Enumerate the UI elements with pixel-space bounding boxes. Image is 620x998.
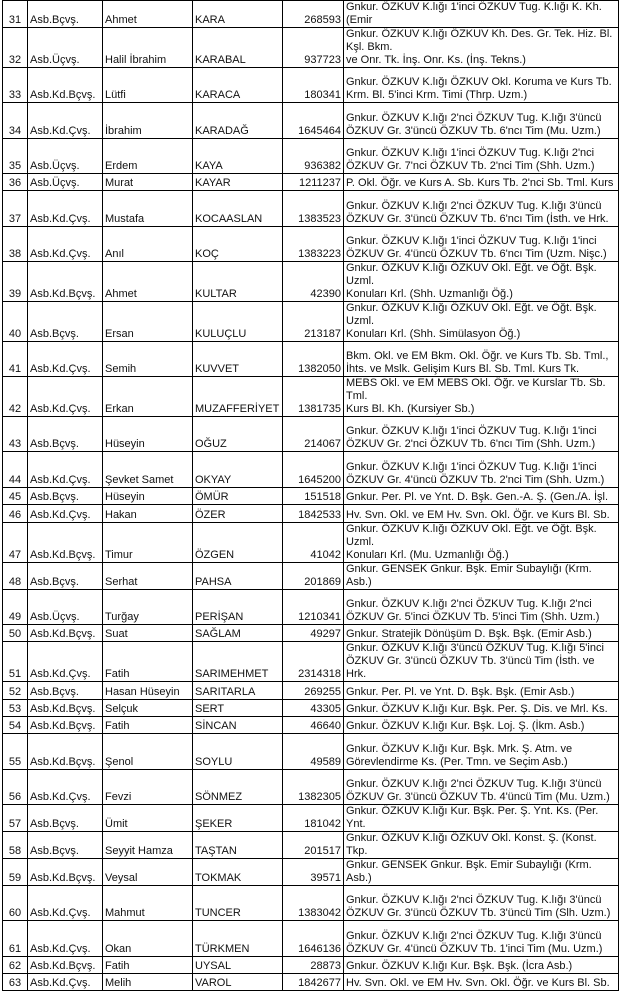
id-number-cell: 201869 — [283, 562, 344, 589]
last-name-cell: KUVVET — [193, 341, 283, 376]
unit-line: Görevlendirme Ks. (Per. Tmn. ve Seçim Asb.) — [346, 755, 568, 768]
row-number: 50 — [3, 624, 28, 641]
id-number-cell: 41042 — [283, 522, 344, 562]
rank-cell: Asb.Kd.Çvş. — [28, 642, 103, 682]
first-name-cell: Hüseyin — [103, 417, 193, 452]
last-name-cell: KARABAL — [193, 28, 283, 68]
row-number: 54 — [3, 717, 28, 734]
rank-cell: Asb.Kd.Çvş. — [28, 886, 103, 921]
row-number: 53 — [3, 699, 28, 716]
unit-line: Gnkur. ÖZKUV K.lığı 1'inci ÖZKUV Tug. K.lığı 1'inci — [346, 460, 597, 473]
unit-line: Gnkur. ÖZKUV K.lığı Kur. Bşk. Mrk. Ş. Atm. ve — [346, 742, 573, 755]
unit-cell — [344, 734, 619, 769]
rank-cell: Asb.Üçvş. — [28, 28, 103, 68]
last-name-cell: TOKMAK — [193, 859, 283, 886]
rank-cell: Asb.Kd.Bçvş. — [28, 717, 103, 734]
rank-cell: Asb.Bçvş. — [28, 682, 103, 699]
first-name-cell: Hüseyin — [103, 487, 193, 504]
unit-line: Gnkur. ÖZKUV K.lığı 2'nci ÖZKUV Tug. K.lığı 3'üncü — [346, 199, 602, 212]
unit-cell — [344, 562, 619, 589]
id-number-cell: 1383223 — [283, 226, 344, 261]
unit-cell — [344, 301, 619, 341]
unit-line: Gnkur. Stratejik Dönüşüm D. Bşk. Bşk. (Emir Asb.) — [346, 628, 592, 641]
unit-line: Gnkur. ÖZKUV K.lığı 2'nci ÖZKUV Tug. K.lığı 3'üncü — [346, 929, 602, 942]
unit-line: Gnkur. ÖZKUV K.lığı ÖZKUV Okl. Konst. Ş. (Konst. Tkp. — [346, 832, 597, 857]
row-number: 42 — [3, 377, 28, 417]
last-name-cell: KULTAR — [193, 261, 283, 301]
first-name-cell: Hakan — [103, 505, 193, 522]
rank-cell: Asb.Kd.Çvş. — [28, 769, 103, 804]
table-row — [3, 28, 619, 68]
unit-cell — [344, 805, 619, 832]
unit-line: Gnkur. ÖZKUV K.lığı 3'üncü ÖZKUV Tug. K.lığı 5'inci — [346, 642, 604, 655]
id-number-cell: 269255 — [283, 682, 344, 699]
table-row — [3, 562, 619, 589]
first-name-cell: Şevket Samet — [103, 452, 193, 487]
unit-cell — [344, 522, 619, 562]
unit-line: Hv. Svn. Okl. ve EM Hv. Svn. Okl. Öğr. ve Kurs Bl. Sb. — [346, 977, 610, 990]
last-name-cell: KULUÇLU — [193, 301, 283, 341]
unit-line: ÖZKUV Gr. 3'üncü ÖZKUV Tb. 6'ncı Tim (İsth. ve Hrk. — [346, 212, 609, 225]
unit-line: ÖZKUV Gr. 7'nci ÖZKUV Tb. 2'nci Tim (Shh. Uzm.) — [346, 159, 595, 172]
unit-cell — [344, 769, 619, 804]
unit-line: Gnkur. GENSEK Gnkur. Bşk. Emir Subaylığı (Krm. Asb.) — [346, 562, 592, 588]
unit-line: Gnkur. ÖZKUV K.lığı Kur. Bşk. Bşk. (İcra Asb.) — [346, 959, 573, 972]
row-number: 45 — [3, 487, 28, 504]
first-name-cell: Seyyit Hamza — [103, 832, 193, 859]
personnel-table — [2, 0, 619, 991]
unit-cell — [344, 859, 619, 886]
id-number-cell: 49589 — [283, 734, 344, 769]
unit-line: Gnkur. ÖZKUV K.lığı 2'nci ÖZKUV Tug. K.lığı 2'nci — [346, 597, 592, 610]
last-name-cell: KOÇ — [193, 226, 283, 261]
unit-line: ÖZKUV Gr. 4'üncü ÖZKUV Tb. 2'nci Tim (Shh. Uzm.) — [346, 473, 605, 486]
unit-line: P. Okl. Öğr. ve Kurs A. Sb. Kurs Tb. 2'nci Sb. Tml. Kurs — [346, 177, 614, 190]
first-name-cell: Ahmet — [103, 1, 193, 28]
unit-cell — [344, 505, 619, 522]
table-row — [3, 805, 619, 832]
last-name-cell: SARIMEHMET — [193, 642, 283, 682]
table-row — [3, 699, 619, 716]
table-row — [3, 589, 619, 624]
row-number: 49 — [3, 589, 28, 624]
unit-line: Gnkur. ÖZKUV K.lığı ÖZKUV Okl. Eğt. ve Öğt. Bşk. Uzml. — [346, 301, 597, 327]
unit-line: Gnkur. Per. Pl. ve Ynt. D. Bşk. Bşk. (Emir Asb.) — [346, 685, 575, 698]
unit-cell — [344, 832, 619, 859]
table-row — [3, 682, 619, 699]
unit-cell — [344, 973, 619, 990]
row-number: 52 — [3, 682, 28, 699]
unit-line: Gnkur. ÖZKUV K.lığı Kur. Bşk. Loj. Ş. (İkm. Asb.) — [346, 720, 585, 733]
id-number-cell: 1842533 — [283, 505, 344, 522]
last-name-cell: KOCAASLAN — [193, 191, 283, 226]
unit-cell — [344, 191, 619, 226]
table-row — [3, 734, 619, 769]
first-name-cell: Ersan — [103, 301, 193, 341]
first-name-cell: Okan — [103, 921, 193, 956]
table-row — [3, 642, 619, 682]
unit-line: Krm. Bl. 5'inci Krm. Timi (Thrp. Uzm.) — [346, 89, 528, 102]
id-number-cell: 1382305 — [283, 769, 344, 804]
rank-cell: Asb.Bçvş. — [28, 417, 103, 452]
table-row — [3, 832, 619, 859]
rank-cell: Asb.Kd.Bçvş. — [28, 956, 103, 973]
table-row — [3, 886, 619, 921]
id-number-cell: 1383042 — [283, 886, 344, 921]
table-row — [3, 261, 619, 301]
first-name-cell: Erdem — [103, 138, 193, 173]
row-number: 38 — [3, 226, 28, 261]
rank-cell: Asb.Kd.Çvş. — [28, 921, 103, 956]
unit-line: Gnkur. ÖZKUV K.lığı 2'nci ÖZKUV Tug. K.lığı 3'üncü — [346, 778, 602, 790]
row-number: 48 — [3, 562, 28, 589]
first-name-cell: Serhat — [103, 562, 193, 589]
last-name-cell: KARACA — [193, 68, 283, 103]
row-number: 34 — [3, 103, 28, 138]
first-name-cell: Timur — [103, 522, 193, 562]
unit-line: Gnkur. ÖZKUV K.lığı ÖZKUV Kh. Des. Gr. Tek. Hiz. Bl. Kşl. Bkm. — [346, 28, 613, 53]
table-row — [3, 191, 619, 226]
id-number-cell: 181042 — [283, 805, 344, 832]
first-name-cell: Veysal — [103, 859, 193, 886]
id-number-cell: 1211237 — [283, 173, 344, 190]
table-row — [3, 921, 619, 956]
first-name-cell: Fatih — [103, 956, 193, 973]
rank-cell: Asb.Üçvş. — [28, 589, 103, 624]
row-number: 44 — [3, 452, 28, 487]
first-name-cell: Melih — [103, 973, 193, 990]
unit-line: ÖZKUV Gr. 4'üncü ÖZKUV Tb. 1'inci Tim (Mu. Uzm.) — [346, 942, 603, 955]
row-number: 61 — [3, 921, 28, 956]
unit-cell — [344, 956, 619, 973]
table-row — [3, 956, 619, 973]
table-row — [3, 301, 619, 341]
table-row — [3, 138, 619, 173]
last-name-cell: PERİŞAN — [193, 589, 283, 624]
row-number: 46 — [3, 505, 28, 522]
unit-line: Gnkur. ÖZKUV K.lığı 2'nci ÖZKUV Tug. K.lığı 3'üncü — [346, 111, 602, 124]
rank-cell: Asb.Kd.Çvş. — [28, 103, 103, 138]
unit-line: Gnkur. ÖZKUV K.lığı 1'inci ÖZKUV Tug. K.lığı 2'nci — [346, 146, 595, 159]
rank-cell: Asb.Üçvş. — [28, 138, 103, 173]
rank-cell: Asb.Kd.Bçvş. — [28, 68, 103, 103]
row-number: 32 — [3, 28, 28, 68]
unit-line: MEBS Okl. ve EM MEBS Okl. Öğr. ve Kurslar Tb. Sb. Tml. — [346, 377, 606, 403]
last-name-cell: PAHSA — [193, 562, 283, 589]
unit-line: Gnkur. ÖZKUV K.lığı 1'inci ÖZKUV Tug. K.lığı 1'inci — [346, 234, 597, 247]
table-row — [3, 341, 619, 376]
unit-cell — [344, 886, 619, 921]
unit-line: Gnkur. ÖZKUV K.lığı ÖZKUV Okl. Eğt. ve Öğt. Bşk. Uzml. — [346, 522, 597, 548]
rank-cell: Asb.Bçvş. — [28, 1, 103, 28]
unit-line: ÖZKUV Gr. 5'inci ÖZKUV Tb. 5'inci Tim (Shh. Uzm.) — [346, 610, 600, 623]
id-number-cell: 1645464 — [283, 103, 344, 138]
id-number-cell: 1381735 — [283, 377, 344, 417]
rank-cell: Asb.Bçvş. — [28, 562, 103, 589]
last-name-cell: SERT — [193, 699, 283, 716]
row-number: 40 — [3, 301, 28, 341]
id-number-cell: 180341 — [283, 68, 344, 103]
last-name-cell: MUZAFFERİYET — [193, 377, 283, 417]
unit-cell — [344, 103, 619, 138]
row-number: 41 — [3, 341, 28, 376]
table-row — [3, 452, 619, 487]
unit-line: ÖZKUV Gr. 3'üncü ÖZKUV Tb. 3'üncü Tim (İsth. ve Hrk. — [346, 655, 595, 681]
last-name-cell: ŞEKER — [193, 805, 283, 832]
first-name-cell: Fevzi — [103, 769, 193, 804]
first-name-cell: İbrahim — [103, 103, 193, 138]
unit-line: ÖZKUV Gr. 3'üncü ÖZKUV Tb. 4'üncü Tim (Mu. Uzm.) — [346, 791, 610, 803]
last-name-cell: OKYAY — [193, 452, 283, 487]
id-number-cell: 937723 — [283, 28, 344, 68]
id-number-cell: 1383523 — [283, 191, 344, 226]
first-name-cell: Erkan — [103, 377, 193, 417]
unit-line: Gnkur. Per. Pl. ve Ynt. D. Bşk. Gen.-A. Ş. (Gen./A. İşl. — [346, 491, 609, 504]
id-number-cell: 936382 — [283, 138, 344, 173]
row-number: 31 — [3, 1, 28, 28]
table-row — [3, 973, 619, 990]
rank-cell: Asb.Bçvş. — [28, 832, 103, 859]
id-number-cell: 39571 — [283, 859, 344, 886]
id-number-cell: 201517 — [283, 832, 344, 859]
unit-cell — [344, 682, 619, 699]
first-name-cell: Fatih — [103, 642, 193, 682]
unit-line: Bkm. Okl. ve EM Bkm. Okl. Öğr. ve Kurs Tb. Sb. Tml., — [346, 350, 609, 363]
first-name-cell: Ümit — [103, 805, 193, 832]
last-name-cell: SÖNMEZ — [193, 769, 283, 804]
id-number-cell: 43305 — [283, 699, 344, 716]
id-number-cell: 1382050 — [283, 341, 344, 376]
id-number-cell: 1842677 — [283, 973, 344, 990]
last-name-cell: TÜRKMEN — [193, 921, 283, 956]
unit-line: Gnkur. ÖZKUV K.lığı ÖZKUV Okl. Koruma ve Kurs Tb. — [346, 76, 612, 89]
table-row — [3, 226, 619, 261]
rank-cell: Asb.Bçvş. — [28, 487, 103, 504]
rank-cell: Asb.Kd.Çvş. — [28, 191, 103, 226]
table-row — [3, 1, 619, 28]
first-name-cell: Semih — [103, 341, 193, 376]
table-row — [3, 417, 619, 452]
unit-cell — [344, 173, 619, 190]
rank-cell: Asb.Kd.Bçvş. — [28, 734, 103, 769]
unit-cell — [344, 226, 619, 261]
row-number: 57 — [3, 805, 28, 832]
rank-cell: Asb.Kd.Bçvş. — [28, 624, 103, 641]
row-number: 62 — [3, 956, 28, 973]
rank-cell: Asb.Kd.Çvş. — [28, 341, 103, 376]
unit-line: Gnkur. ÖZKUV K.lığı ÖZKUV Okl. Eğt. ve Öğt. Bşk. Uzml. — [346, 261, 597, 287]
unit-cell — [344, 68, 619, 103]
id-number-cell: 214067 — [283, 417, 344, 452]
unit-cell — [344, 642, 619, 682]
unit-line: Konuları Krl. (Shh. Simülasyon Öğ.) — [346, 327, 521, 340]
first-name-cell: Fatih — [103, 717, 193, 734]
rank-cell: Asb.Kd.Çvş. — [28, 505, 103, 522]
last-name-cell: SARITARLA — [193, 682, 283, 699]
row-number: 35 — [3, 138, 28, 173]
id-number-cell: 42390 — [283, 261, 344, 301]
row-number: 36 — [3, 173, 28, 190]
unit-line: Gnkur. ÖZKUV K.lığı 1'inci ÖZKUV Tug. K.lığı 1'inci — [346, 425, 597, 438]
rank-cell: Asb.Kd.Çvş. — [28, 973, 103, 990]
unit-line: ÖZKUV Gr. 3'üncü ÖZKUV Tb. 6'ncı Tim (Mu. Uzm.) — [346, 124, 601, 137]
last-name-cell: SİNCAN — [193, 717, 283, 734]
last-name-cell: ÖZGEN — [193, 522, 283, 562]
unit-cell — [344, 341, 619, 376]
row-number: 58 — [3, 832, 28, 859]
rank-cell: Asb.Kd.Bçvş. — [28, 859, 103, 886]
row-number: 43 — [3, 417, 28, 452]
first-name-cell: Ahmet — [103, 261, 193, 301]
first-name-cell: Turğay — [103, 589, 193, 624]
last-name-cell: TUNCER — [193, 886, 283, 921]
unit-line: Gnkur. ÖZKUV K.lığı Kur. Bşk. Per. Ş. Ynt. Ks. (Per. Ynt. — [346, 805, 599, 830]
id-number-cell: 213187 — [283, 301, 344, 341]
unit-line: ÖZKUV Gr. 3'üncü ÖZKUV Tb. 3'üncü Tim (Slh. Uzm.) — [346, 907, 611, 920]
last-name-cell: SAĞLAM — [193, 624, 283, 641]
id-number-cell: 49297 — [283, 624, 344, 641]
unit-cell — [344, 921, 619, 956]
id-number-cell: 28873 — [283, 956, 344, 973]
unit-cell — [344, 1, 619, 28]
last-name-cell: VAROL — [193, 973, 283, 990]
unit-line: Gnkur. GENSEK Gnkur. Bşk. Emir Subaylığı (Krm. Asb.) — [346, 859, 592, 884]
unit-cell — [344, 624, 619, 641]
id-number-cell: 268593 — [283, 1, 344, 28]
row-number: 39 — [3, 261, 28, 301]
unit-cell — [344, 589, 619, 624]
table-row — [3, 173, 619, 190]
table-row — [3, 859, 619, 886]
first-name-cell: Mahmut — [103, 886, 193, 921]
first-name-cell: Şenol — [103, 734, 193, 769]
table-row — [3, 377, 619, 417]
first-name-cell: Hasan Hüseyin — [103, 682, 193, 699]
rank-cell: Asb.Kd.Bçvş. — [28, 522, 103, 562]
last-name-cell: UYSAL — [193, 956, 283, 973]
row-number: 51 — [3, 642, 28, 682]
row-number: 37 — [3, 191, 28, 226]
unit-cell — [344, 487, 619, 504]
id-number-cell: 1645200 — [283, 452, 344, 487]
unit-cell — [344, 717, 619, 734]
id-number-cell: 1646136 — [283, 921, 344, 956]
id-number-cell: 151518 — [283, 487, 344, 504]
last-name-cell: TAŞTAN — [193, 832, 283, 859]
first-name-cell: Lütfi — [103, 68, 193, 103]
rank-cell: Asb.Üçvş. — [28, 173, 103, 190]
last-name-cell: ÖMÜR — [193, 487, 283, 504]
table-row — [3, 505, 619, 522]
unit-line: Gnkur. ÖZKUV K.lığı 2'nci ÖZKUV Tug. K.lığı 3'üncü — [346, 894, 602, 907]
unit-line: ve Onr. Tk. İnş. Onr. Ks. (İnş. Tekns.) — [346, 54, 526, 66]
last-name-cell: SOYLU — [193, 734, 283, 769]
unit-line: ÖZKUV Gr. 4'üncü ÖZKUV Tb. 6'ncı Tim (Uzm. Nişc.) — [346, 247, 607, 260]
last-name-cell: KARA — [193, 1, 283, 28]
last-name-cell: ÖZER — [193, 505, 283, 522]
id-number-cell: 1210341 — [283, 589, 344, 624]
rank-cell: Asb.Kd.Bçvş. — [28, 261, 103, 301]
table-row — [3, 717, 619, 734]
first-name-cell: Selçuk — [103, 699, 193, 716]
unit-cell — [344, 138, 619, 173]
rank-cell: Asb.Bçvş. — [28, 805, 103, 832]
unit-line: ÖZKUV Gr. 2'nci ÖZKUV Tb. 6'ncı Tim (Shh. Uzm.) — [346, 438, 596, 451]
unit-cell — [344, 452, 619, 487]
rank-cell: Asb.Kd.Çvş. — [28, 226, 103, 261]
unit-line: Konuları Krl. (Shh. Uzmanlığı Öğ.) — [346, 287, 513, 300]
row-number: 60 — [3, 886, 28, 921]
table-row — [3, 68, 619, 103]
unit-cell — [344, 699, 619, 716]
row-number: 59 — [3, 859, 28, 886]
first-name-cell: Anıl — [103, 226, 193, 261]
table-row — [3, 624, 619, 641]
unit-cell — [344, 28, 619, 68]
unit-cell — [344, 417, 619, 452]
row-number: 63 — [3, 973, 28, 990]
unit-line: Kurs Bl. Kh. (Kursiyer Sb.) — [346, 403, 475, 416]
table-row — [3, 769, 619, 804]
unit-line: Gnkur. ÖZKUV K.lığı 1'inci ÖZKUV Tug. K.lığı K. Kh. (Emir — [346, 1, 602, 26]
unit-cell — [344, 377, 619, 417]
rank-cell: Asb.Kd.Bçvş. — [28, 699, 103, 716]
last-name-cell: OĞUZ — [193, 417, 283, 452]
rank-cell: Asb.Kd.Çvş. — [28, 452, 103, 487]
last-name-cell: KARADAĞ — [193, 103, 283, 138]
first-name-cell: Mustafa — [103, 191, 193, 226]
first-name-cell: Murat — [103, 173, 193, 190]
id-number-cell: 2314318 — [283, 642, 344, 682]
table-row — [3, 522, 619, 562]
unit-line: Hv. Svn. Okl. ve EM Hv. Svn. Okl. Öğr. ve Kurs Bl. Sb. — [346, 508, 610, 521]
row-number: 47 — [3, 522, 28, 562]
personnel-table-body — [3, 1, 619, 991]
first-name-cell: Suat — [103, 624, 193, 641]
row-number: 56 — [3, 769, 28, 804]
unit-cell — [344, 261, 619, 301]
table-row — [3, 103, 619, 138]
unit-line: İhts. ve Mslk. Gelişim Kurs Bl. Sb. Tml. Kurs Tk. — [346, 363, 580, 376]
id-number-cell: 46640 — [283, 717, 344, 734]
rank-cell: Asb.Bçvş. — [28, 301, 103, 341]
unit-line: Gnkur. ÖZKUV K.lığı Kur. Bşk. Per. Ş. Dis. ve Mrl. Ks. — [346, 703, 608, 716]
unit-line: Konuları Krl. (Mu. Uzmanlığı Öğ.) — [346, 548, 509, 561]
last-name-cell: KAYAR — [193, 173, 283, 190]
table-row — [3, 487, 619, 504]
row-number: 33 — [3, 68, 28, 103]
row-number: 55 — [3, 734, 28, 769]
first-name-cell: Halil İbrahim — [103, 28, 193, 68]
last-name-cell: KAYA — [193, 138, 283, 173]
rank-cell: Asb.Kd.Çvş. — [28, 377, 103, 417]
